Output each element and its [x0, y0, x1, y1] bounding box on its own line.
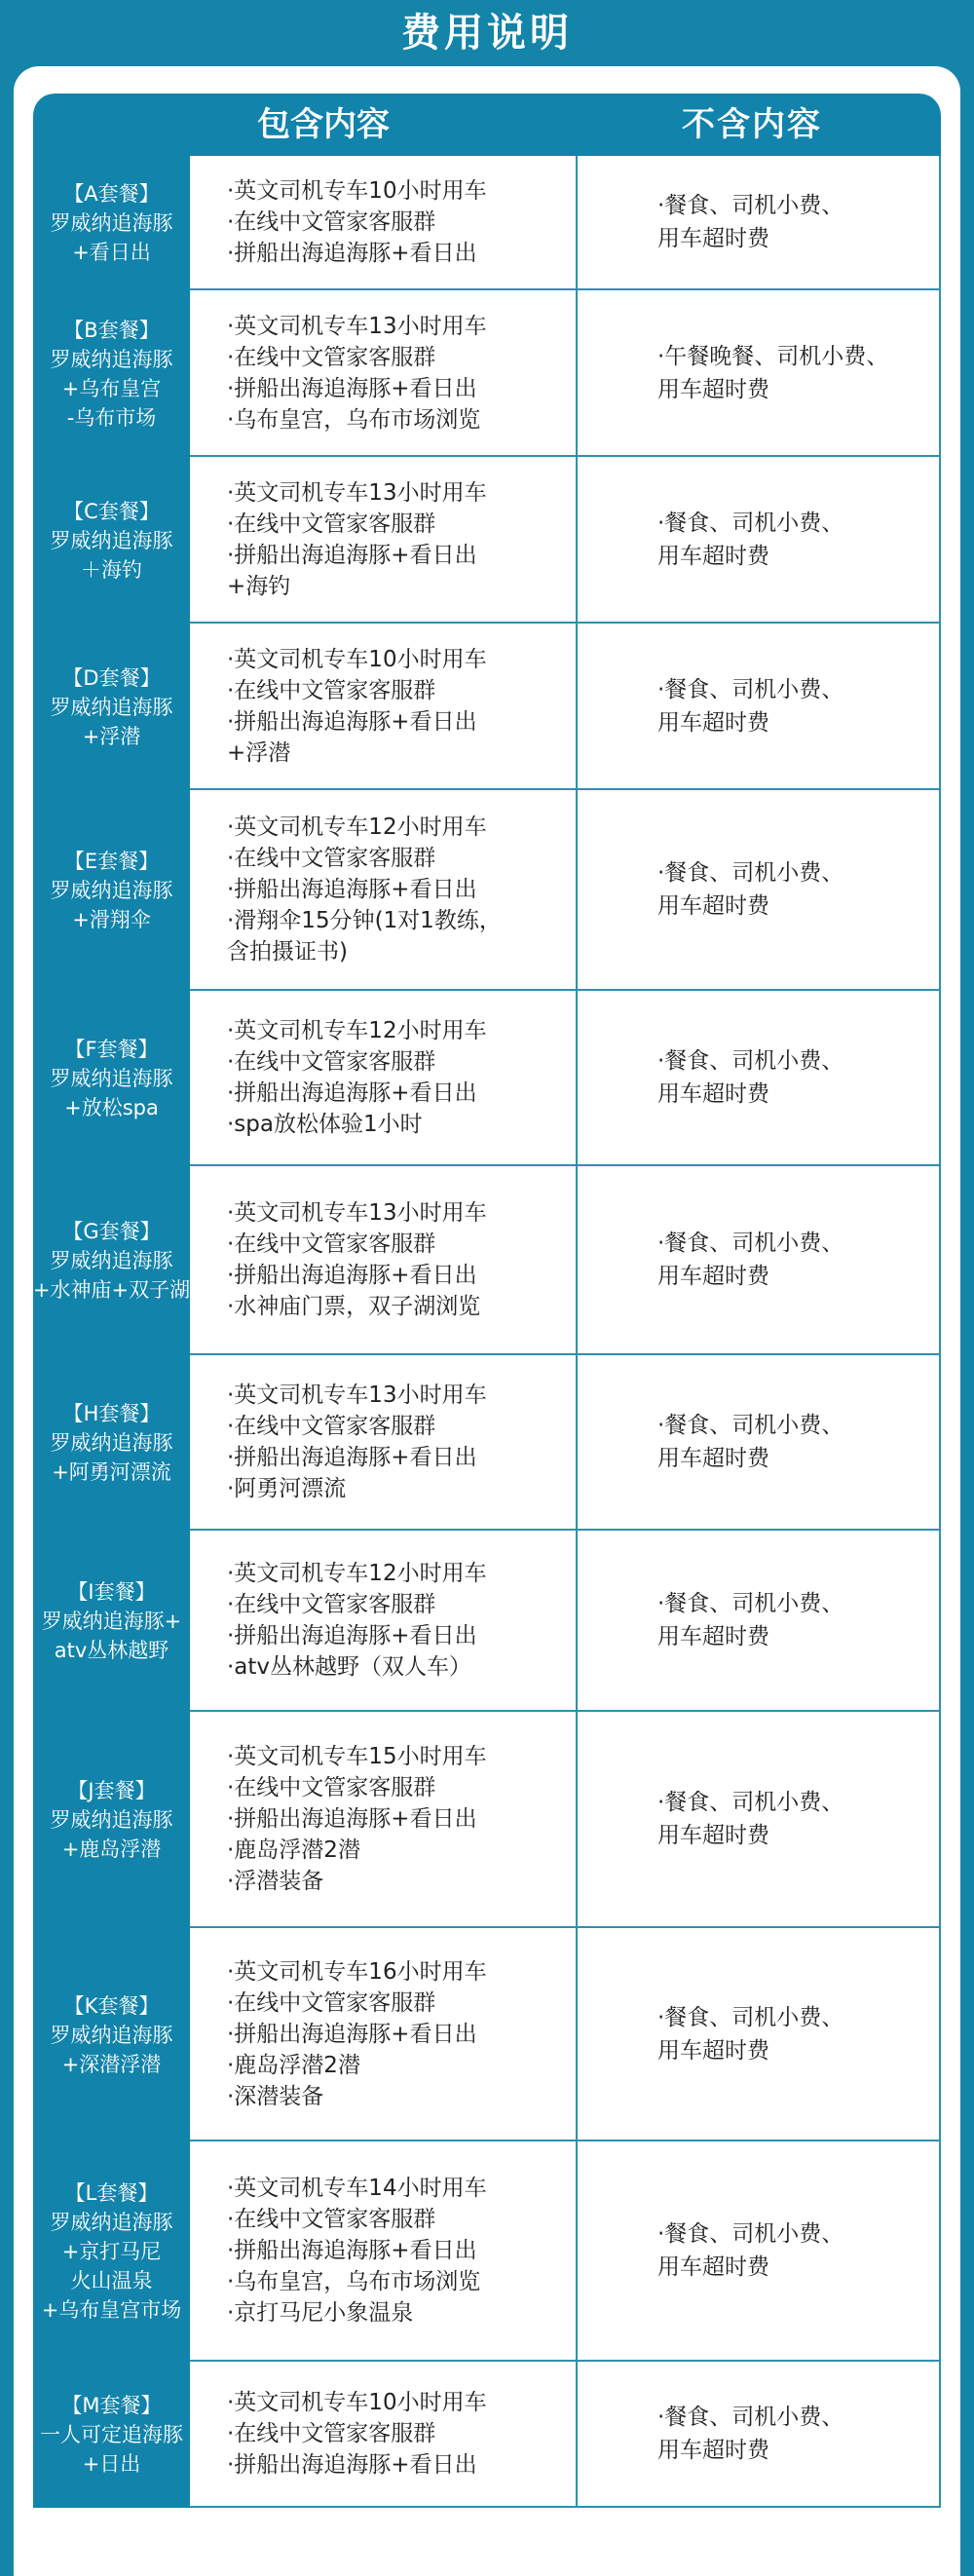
package-name	[33, 156, 190, 290]
package-name	[33, 1531, 190, 1712]
excluded-items	[578, 290, 941, 455]
included-items	[190, 1166, 578, 1353]
included-items-line: ·英文司机专车10小时用车	[227, 178, 487, 204]
package-name-line: 【D套餐】	[62, 665, 161, 690]
table-row	[33, 790, 941, 991]
included-items-line: ·在线中文管家客服群	[227, 1231, 436, 1257]
included-items-line: ·在线中文管家客服群	[227, 2421, 436, 2446]
package-name-line: +阿勇河漂流	[52, 1460, 171, 1484]
included-items	[190, 1712, 578, 1926]
included-items-line: ·乌布皇宫，乌布市场浏览	[227, 406, 481, 433]
table-row	[33, 1531, 941, 1712]
excluded-items-line: 用车超时费	[657, 1264, 769, 1289]
included-items	[190, 290, 578, 455]
included-items-line: ·浮潜装备	[227, 1869, 324, 1894]
package-name	[33, 624, 190, 790]
table-body	[33, 156, 941, 2508]
included-items-line: ·深潜装备	[227, 2083, 324, 2109]
included-items-line: ·在线中文管家客服群	[227, 1989, 436, 2016]
excluded-items-line: ·餐食、司机小费、	[657, 1591, 844, 1616]
excluded-items-line: ·餐食、司机小费、	[657, 2405, 844, 2430]
included-items-line: ·拼船出海追海豚+看日出	[227, 375, 477, 401]
table-row	[33, 1928, 941, 2141]
package-name-line: 罗威纳追海豚	[50, 2211, 173, 2234]
package-name-line: 罗威纳追海豚	[50, 1249, 173, 1272]
included-items-line: ·拼船出海追海豚+看日出	[227, 241, 477, 266]
excluded-items-line: 用车超时费	[657, 1446, 769, 1471]
included-items-line: ·英文司机专车13小时用车	[227, 1383, 487, 1408]
package-name-line: -乌布市场	[66, 405, 157, 430]
package-name-line: +看日出	[72, 241, 151, 264]
package-name-line: 【J套餐】	[67, 1779, 156, 1802]
included-items-line: ·拼船出海追海豚+看日出	[227, 877, 477, 902]
package-name-line: +鹿岛浮潜	[61, 1837, 162, 1861]
included-items-line: ·拼船出海追海豚+看日出	[227, 2452, 477, 2478]
package-name-line: +放松spa	[64, 1096, 159, 1119]
package-name-line: 【A套餐】	[63, 182, 160, 206]
included-items-line: ·水神庙门票，双子湖浏览	[227, 1294, 481, 1319]
included-items-line: ·英文司机专车13小时用车	[227, 313, 487, 339]
included-items-line: ·英文司机专车13小时用车	[227, 1200, 487, 1226]
package-name-line: 【I套餐】	[67, 1580, 156, 1604]
included-items-line: ·英文司机专车12小时用车	[227, 1561, 487, 1586]
package-name	[33, 1928, 190, 2141]
package-name-line: 罗威纳追海豚	[50, 879, 173, 902]
excluded-items-line: 用车超时费	[657, 1081, 769, 1107]
included-items	[190, 1928, 578, 2140]
included-items-line: ·在线中文管家客服群	[227, 2207, 436, 2232]
included-items-line: ·在线中文管家客服群	[227, 511, 436, 537]
package-name-line: +深潜浮潜	[61, 2052, 162, 2076]
included-items-line: ·拼船出海追海豚+看日出	[227, 1623, 477, 1648]
excluded-items-line: ·餐食、司机小费、	[657, 860, 844, 886]
excluded-items	[578, 624, 941, 788]
included-items-line: ·拼船出海追海豚+看日出	[227, 1806, 477, 1832]
excluded-items-line: ·餐食、司机小费、	[657, 2221, 844, 2247]
excluded-items-line: 用车超时费	[657, 543, 769, 569]
package-name-line: +乌布皇宫市场	[41, 2298, 182, 2322]
excluded-items-line: ·餐食、司机小费、	[657, 676, 844, 702]
included-items-line: ·拼船出海追海豚+看日出	[227, 1263, 477, 1288]
package-name-line: +乌布皇宫	[61, 376, 162, 400]
included-items-line: ·拼船出海追海豚+看日出	[227, 2021, 477, 2047]
package-name	[33, 2362, 190, 2508]
package-name	[33, 790, 190, 991]
package-name	[33, 457, 190, 624]
package-name-line: 罗威纳追海豚	[50, 695, 173, 719]
excluded-items-line: ·餐食、司机小费、	[657, 1413, 844, 1438]
table-row	[33, 290, 941, 457]
included-items-line: ·英文司机专车10小时用车	[227, 2390, 487, 2415]
included-items-line: +海钓	[227, 573, 291, 599]
included-items-line: ·英文司机专车12小时用车	[227, 814, 487, 840]
included-items-line: ·spa放松体验1小时	[227, 1112, 423, 1137]
excluded-items	[578, 2362, 941, 2506]
included-items-line: ·在线中文管家客服群	[227, 1049, 436, 1075]
included-items-line: ·拼船出海追海豚+看日出	[227, 2238, 477, 2263]
package-name-line: 罗威纳追海豚+	[41, 1610, 182, 1633]
content-panel	[14, 66, 960, 2576]
included-items	[190, 1531, 578, 1710]
included-items-line: ·京打马尼小象温泉	[227, 2300, 414, 2326]
header-excluded: 不含内容	[682, 105, 822, 144]
included-items	[190, 2362, 578, 2506]
included-items	[190, 2141, 578, 2360]
included-items-line: ·在线中文管家客服群	[227, 1775, 436, 1800]
package-name-line: 罗威纳追海豚	[50, 2023, 173, 2047]
package-name-line: +水神庙+双子湖	[33, 1278, 191, 1302]
package-name-line: 火山温泉	[70, 2269, 153, 2292]
included-items-line: +浮潜	[227, 739, 291, 766]
package-name-line: 【K套餐】	[63, 1993, 160, 2018]
included-items-line: ·拼船出海追海豚+看日出	[227, 1080, 477, 1106]
excluded-items-line: ·餐食、司机小费、	[657, 1790, 844, 1815]
included-items-line: ·拼船出海追海豚+看日出	[227, 1445, 477, 1470]
excluded-items	[578, 790, 941, 989]
included-items-line: ·拼船出海追海豚+看日出	[227, 708, 477, 735]
excluded-items	[578, 1531, 941, 1710]
table-row	[33, 457, 941, 624]
included-items-line: 含拍摄证书)	[227, 939, 348, 965]
package-name-line: +日出	[82, 2452, 141, 2476]
excluded-items-line: ·午餐晚餐、司机小费、	[657, 343, 889, 369]
excluded-items-line: ·餐食、司机小费、	[657, 1048, 844, 1074]
excluded-items-line: 用车超时费	[657, 2438, 769, 2463]
package-name-line: 【L套餐】	[64, 2181, 159, 2205]
header-included: 包含内容	[257, 105, 390, 144]
table-header	[33, 94, 941, 156]
included-items-line: ·英文司机专车14小时用车	[227, 2176, 487, 2201]
excluded-items	[578, 1712, 941, 1926]
package-name-line: +京打马尼	[61, 2240, 162, 2263]
excluded-items	[578, 1355, 941, 1529]
table-row	[33, 156, 941, 290]
excluded-items-line: 用车超时费	[657, 709, 769, 736]
excluded-items	[578, 156, 941, 288]
included-items-line: ·在线中文管家客服群	[227, 209, 436, 235]
included-items-line: ·在线中文管家客服群	[227, 344, 436, 370]
package-name-line: 罗威纳追海豚	[50, 211, 173, 235]
package-name-line: 【F套餐】	[64, 1038, 159, 1061]
package-name	[33, 2141, 190, 2362]
package-name-line: 【M套餐】	[61, 2394, 162, 2417]
package-name	[33, 290, 190, 457]
excluded-items-line: 用车超时费	[657, 2254, 769, 2280]
excluded-items-line: 用车超时费	[657, 893, 769, 919]
included-items-line: ·英文司机专车16小时用车	[227, 1958, 487, 1985]
package-name-line: 【E套餐】	[63, 850, 160, 873]
included-items	[190, 790, 578, 989]
package-name-line: 罗威纳追海豚	[50, 528, 173, 552]
package-name-line: 【B套餐】	[63, 318, 160, 342]
package-name	[33, 1166, 190, 1355]
included-items-line: ·滑翔伞15分钟(1对1教练，	[227, 908, 502, 933]
included-items-line: ·乌布皇宫，乌布市场浏览	[227, 2269, 481, 2294]
table-row	[33, 2362, 941, 2508]
package-name-line: 一人可定追海豚	[40, 2423, 183, 2446]
excluded-items	[578, 1928, 941, 2140]
table-row	[33, 1166, 941, 1355]
package-name-line: 【H套餐】	[62, 1402, 161, 1425]
table-row	[33, 624, 941, 790]
included-items-line: ·在线中文管家客服群	[227, 677, 436, 703]
package-name-line: atv丛林越野	[54, 1639, 169, 1662]
excluded-items-line: ·餐食、司机小费、	[657, 2004, 844, 2030]
included-items	[190, 624, 578, 788]
included-items	[190, 457, 578, 622]
included-items-line: ·在线中文管家客服群	[227, 1592, 436, 1617]
package-name-line: 罗威纳追海豚	[50, 1431, 173, 1455]
included-items-line: ·鹿岛浮潜2潜	[227, 1837, 360, 1863]
table-row	[33, 2141, 941, 2362]
included-items-line: ·英文司机专车10小时用车	[227, 646, 487, 672]
package-name-line: 罗威纳追海豚	[50, 1067, 173, 1090]
included-items	[190, 991, 578, 1164]
excluded-items-line: 用车超时费	[657, 2037, 769, 2064]
table-row	[33, 1712, 941, 1928]
package-name-line: 【G套餐】	[62, 1220, 161, 1243]
included-items-line: ·英文司机专车13小时用车	[227, 479, 487, 506]
excluded-items	[578, 1166, 941, 1353]
package-name	[33, 1355, 190, 1531]
table-row	[33, 1355, 941, 1531]
included-items-line: ·阿勇河漂流	[227, 1476, 347, 1501]
package-name	[33, 991, 190, 1166]
package-name-line: 罗威纳追海豚	[50, 1808, 173, 1832]
excluded-items-line: ·餐食、司机小费、	[657, 1231, 844, 1256]
included-items	[190, 1355, 578, 1529]
included-items-line: ·atv丛林越野（双人车）	[227, 1654, 472, 1680]
page-title: 费用说明	[401, 11, 573, 56]
fee-table	[33, 94, 941, 2508]
package-name-line: +浮潜	[82, 724, 141, 748]
package-name-line: 【C套餐】	[63, 499, 160, 523]
package-name-line: 罗威纳追海豚	[50, 347, 173, 371]
package-name-line: ＋海钓	[81, 557, 142, 582]
excluded-items-line: ·餐食、司机小费、	[657, 193, 844, 218]
excluded-items	[578, 991, 941, 1164]
included-items-line: ·鹿岛浮潜2潜	[227, 2052, 360, 2078]
excluded-items-line: 用车超时费	[657, 226, 769, 251]
included-items-line: ·在线中文管家客服群	[227, 846, 436, 871]
excluded-items-line: ·餐食、司机小费、	[657, 510, 844, 536]
package-name-line: +滑翔伞	[72, 908, 151, 931]
included-items-line: ·在线中文管家客服群	[227, 1414, 436, 1439]
included-items	[190, 156, 578, 288]
excluded-items-line: 用车超时费	[657, 376, 769, 402]
included-items-line: ·英文司机专车15小时用车	[227, 1744, 487, 1769]
table-row	[33, 991, 941, 1166]
package-name	[33, 1712, 190, 1928]
included-items-line: ·英文司机专车12小时用车	[227, 1018, 487, 1043]
excluded-items	[578, 457, 941, 622]
excluded-items	[578, 2141, 941, 2360]
excluded-items-line: 用车超时费	[657, 1624, 769, 1649]
included-items-line: ·拼船出海追海豚+看日出	[227, 542, 477, 568]
excluded-items-line: 用车超时费	[657, 1823, 769, 1848]
